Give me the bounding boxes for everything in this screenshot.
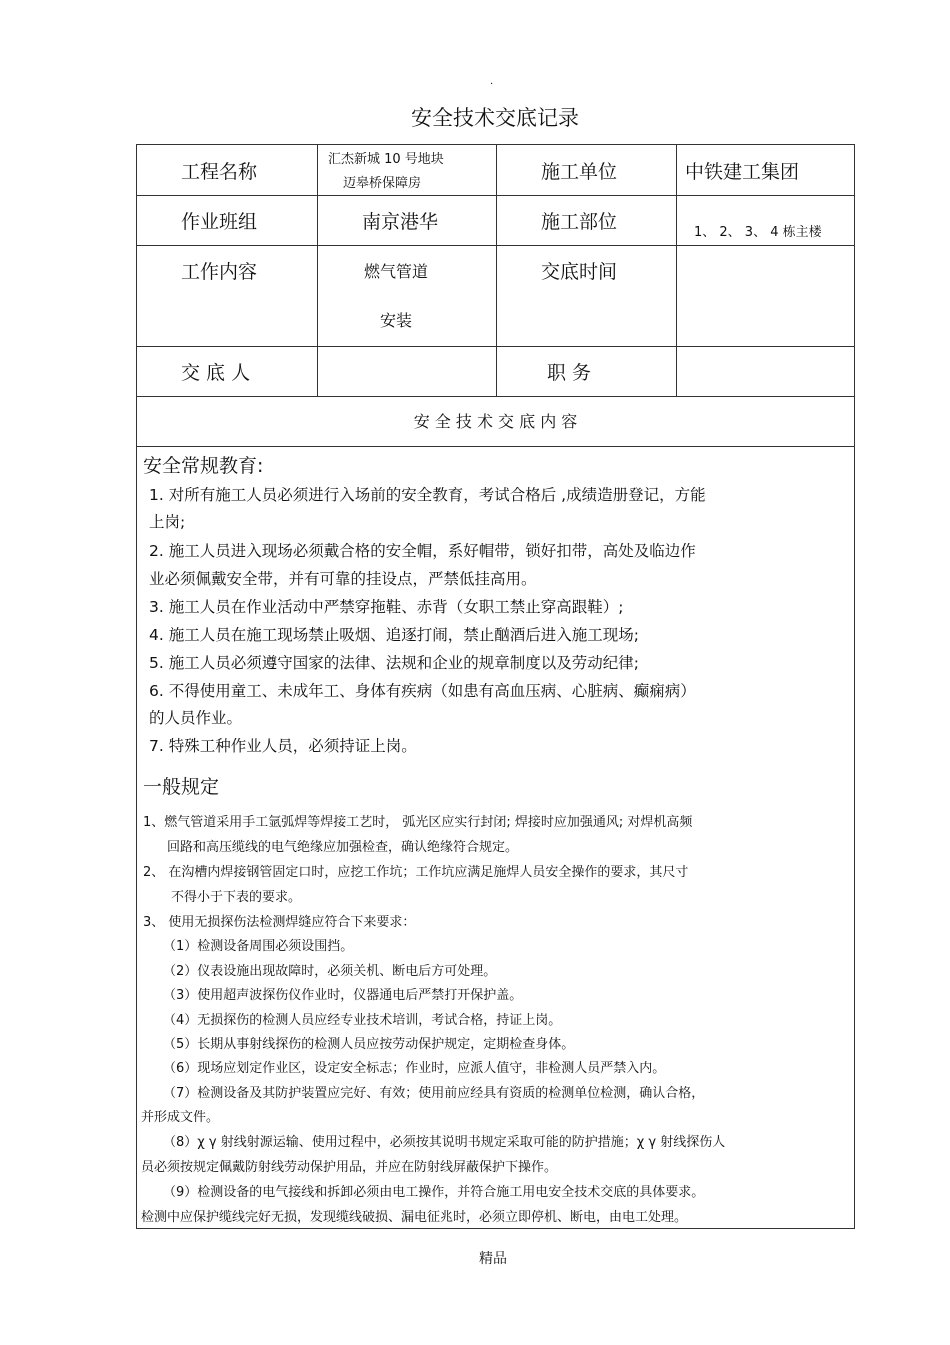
general-line: （2）仪表设施出现故障时，必须关机、断电后方可处理。 xyxy=(163,964,497,979)
work-line-1: 燃气管道 xyxy=(364,262,429,281)
header-dot: . xyxy=(490,76,494,87)
safety-line: 7. 特殊工种作业人员，必须持证上岗。 xyxy=(149,737,417,755)
general-line: （7）检测设备及其防护装置应完好、有效；使用前应经具有资质的检测单位检测，确认合格， xyxy=(163,1086,705,1101)
row-content-title xyxy=(137,396,854,447)
general-line: 2、 在沟槽内焊接钢管固定口时，应挖工作坑；工作坑应满足施焊人员安全操作的要求，其尺寸 xyxy=(143,865,689,880)
part-value: 1、 2、 3、 4 栋主楼 xyxy=(694,225,822,240)
general-line: （9）检测设备的电气接线和拆卸必须由电工操作，并符合施工用电安全技术交底的具体要求。 xyxy=(163,1185,705,1200)
time-label: 交底时间 xyxy=(541,261,618,283)
general-heading: 一般规定 xyxy=(143,776,220,798)
safety-line: 上岗; xyxy=(149,513,186,531)
safety-line: 1. 对所有施工人员必须进行入场前的安全教育，考试合格后 ,成绩造册登记，方能 xyxy=(149,486,706,504)
safety-line: 2. 施工人员进入现场必须戴合格的安全帽，系好帽带，锁好扣带，高处及临边作 xyxy=(149,542,696,560)
safety-heading: 安全常规教育: xyxy=(143,455,264,477)
part-label: 施工部位 xyxy=(541,211,618,233)
work-label: 工作内容 xyxy=(181,261,258,283)
general-line: 不得小于下表的要求。 xyxy=(171,890,302,905)
safety-line: 4. 施工人员在施工现场禁止吸烟、追逐打闹，禁止酗酒后进入施工现场; xyxy=(149,626,639,644)
general-line: 检测中应保护缆线完好无损，发现缆线破损、漏电征兆时，必须立即停机、断电，由电工处理。 xyxy=(141,1210,688,1225)
general-line: （8）χ γ 射线射源运输、使用过程中，必须按其说明书规定采取可能的防护措施；χ γ 射线探伤人 xyxy=(163,1135,726,1150)
work-line-2: 安装 xyxy=(380,311,413,330)
general-line: 员必须按规定佩戴防射线劳动保护用品，并应在防射线屏蔽保护下操作。 xyxy=(141,1160,558,1175)
contractor-label: 施工单位 xyxy=(541,161,618,183)
general-line: 3、 使用无损探伤法检测焊缝应符合下来要求： xyxy=(143,915,416,930)
content-title: 安 全 技 术 交 底 内 容 xyxy=(413,412,578,431)
footer-text: 精品 xyxy=(479,1251,507,1267)
record-table xyxy=(136,144,855,1229)
general-line: （5）长期从事射线探伤的检测人员应按劳动保护规定，定期检查身体。 xyxy=(163,1037,575,1052)
general-line: （1）检测设备周围必须设围挡。 xyxy=(163,939,354,954)
person-label: 交 底 人 xyxy=(181,362,251,384)
safety-line: 5. 施工人员必须遵守国家的法律、法规和企业的规章制度以及劳动纪律; xyxy=(149,654,639,672)
safety-line: 3. 施工人员在作业活动中严禁穿拖鞋、赤背（女职工禁止穿高跟鞋）; xyxy=(149,598,624,616)
team-value: 南京港华 xyxy=(362,211,439,233)
general-line: 并形成文件。 xyxy=(141,1110,220,1125)
project-line-1: 汇杰新城 10 号地块 xyxy=(328,152,444,167)
team-label: 作业班组 xyxy=(181,211,258,233)
general-line: 1、燃气管道采用手工氩弧焊等焊接工艺时， 弧光区应实行封闭; 焊接时应加强通风; 对焊机高频 xyxy=(143,815,693,830)
document-title: 安全技术交底记录 xyxy=(411,106,579,130)
row-work xyxy=(137,245,854,347)
general-line: （3）使用超声波探伤仪作业时，仪器通电后严禁打开保护盖。 xyxy=(163,988,523,1003)
general-line: 回路和高压缆线的电气绝缘应加强检查，确认绝缘符合规定。 xyxy=(167,840,519,855)
safety-line: 业必须佩戴安全带，并有可靠的挂设点，严禁低挂高用。 xyxy=(149,570,537,588)
general-line: （6）现场应划定作业区，设定安全标志；作业时，应派人值守，非检测人员严禁入内。 xyxy=(163,1061,666,1076)
general-line: （4）无损探伤的检测人员应经专业技术培训，考试合格，持证上岗。 xyxy=(163,1013,562,1028)
contractor-value: 中铁建工集团 xyxy=(685,161,800,183)
project-label: 工程名称 xyxy=(181,161,258,183)
duty-label: 职 务 xyxy=(547,362,592,384)
safety-line: 的人员作业。 xyxy=(149,709,243,727)
row-project xyxy=(137,145,854,196)
project-line-2: 迈皋桥保障房 xyxy=(343,176,422,191)
safety-line: 6. 不得使用童工、未成年工、身体有疾病（如患有高血压病、心脏病、癫痫病） xyxy=(149,682,696,700)
row-person xyxy=(137,346,854,397)
row-team xyxy=(137,195,854,246)
